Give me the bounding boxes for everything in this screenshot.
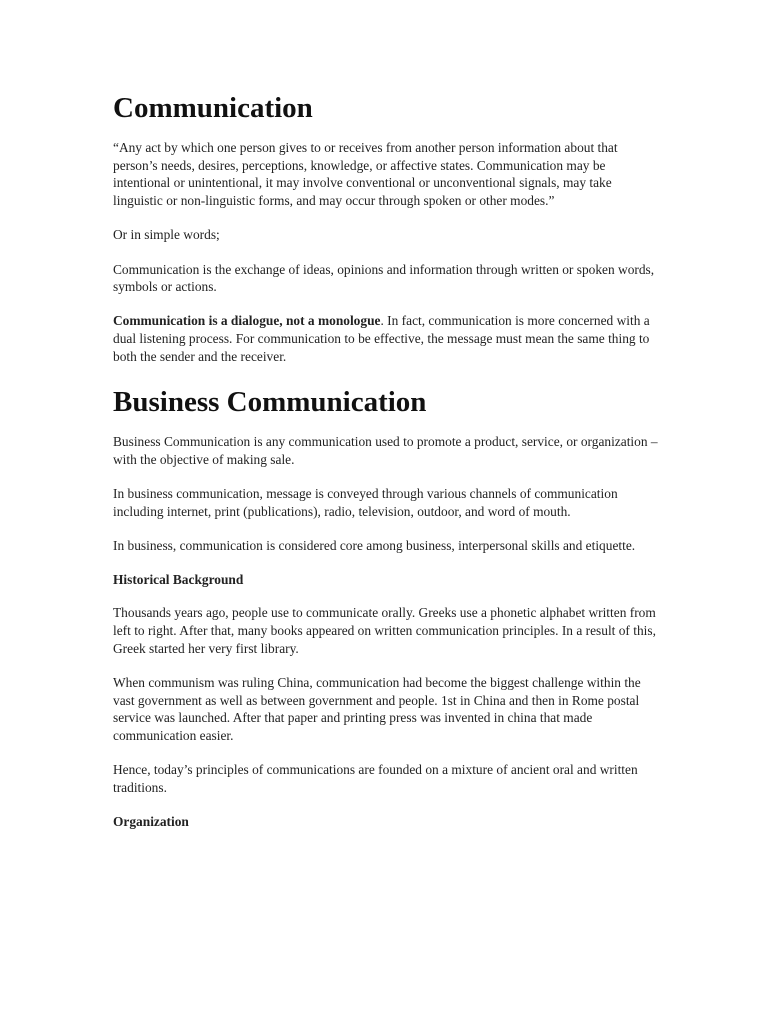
business-definition: Business Communication is any communication used to promote a product, service, or organization – with the objective of making sale. bbox=[113, 434, 658, 467]
historical-paragraph-1: Thousands years ago, people use to communicate orally. Greeks use a phonetic alphabet written from left to right. After that, many books appeared on written communication principles. In a result of this, Greek started her very first library. bbox=[113, 605, 656, 656]
simple-words-intro: Or in simple words; bbox=[113, 227, 220, 243]
dialogue-bold-text: Communication is a dialogue, not a monologue bbox=[113, 313, 381, 329]
business-channels: In business communication, message is conveyed through various channels of communication including internet, print (publications), radio, television, outdoor, and word of mouth. bbox=[113, 485, 618, 519]
heading-organization: Organization bbox=[113, 814, 189, 830]
heading-communication: Communication bbox=[113, 92, 313, 124]
heading-business-communication: Business Communication bbox=[113, 386, 427, 419]
historical-paragraph-3: Hence, today’s principles of communications are founded on a mixture of ancient oral and written traditions. bbox=[113, 762, 638, 795]
document-page bbox=[113, 88, 658, 846]
historical-paragraph-2: When communism was ruling China, communication had become the biggest challenge within the vast government as well as between government and people. 1st in China and then in Rome postal service was launched. After that paper and printing press was invented in china that made communication easier. bbox=[113, 674, 641, 743]
definition-quote: “Any act by which one person gives to or receives from another person information about that person’s needs, desires, perceptions, knowledge, or affective states. Communication may be intentional or unintentional, it may involve conventional or unconventional signals, may take linguistic or non-linguistic forms, and may occur through spoken or other modes.” bbox=[113, 140, 618, 209]
business-core: In business, communication is considered core among business, interpersonal skills and etiquette. bbox=[113, 537, 636, 553]
simple-definition: Communication is the exchange of ideas, opinions and information through written or spoken words, symbols or actions. bbox=[113, 261, 655, 295]
heading-historical-background: Historical Background bbox=[113, 572, 244, 588]
dialogue-rest-text: . In fact, communication is more concerned with a dual listening process. For communication to be effective, the message must mean the same thing to both the sender and the receiver. bbox=[113, 313, 650, 364]
dialogue-paragraph bbox=[113, 312, 658, 365]
